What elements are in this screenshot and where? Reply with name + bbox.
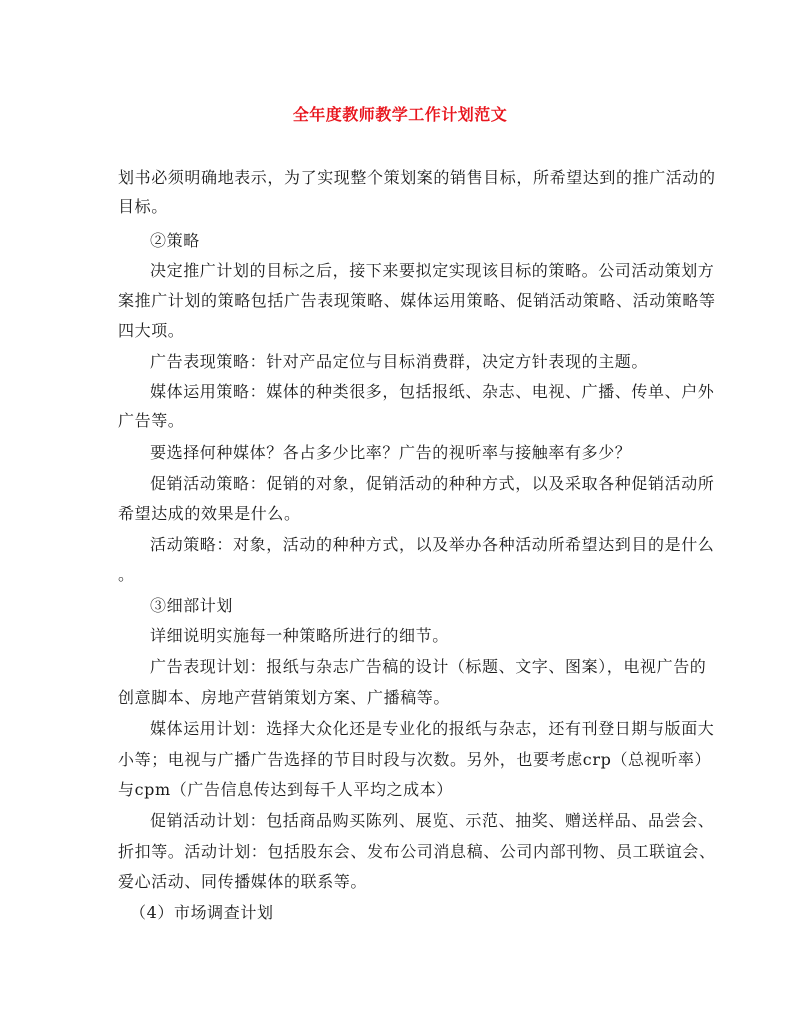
paragraph-line: 活动策略：对象，活动的种种方式，以及举办各种活动所希望达到目的是什么 [150,535,715,554]
paragraph-line: 小等；电视与广播广告选择的节目时段与次数。另外，也要考虑crp（总视听率） [118,750,712,769]
paragraph-line: 促销活动计划：包括商品购买陈列、展览、示范、抽奖、赠送样品、品尝会、 [150,811,715,830]
paragraph-line: 爱心活动、同传播媒体的联系等。 [118,872,368,891]
paragraph-line: 决定推广计划的目标之后，接下来要拟定实现该目标的策略。公司活动策划方 [150,261,715,280]
paragraph-line: 媒体运用策略：媒体的种类很多，包括报纸、杂志、电视、广播、传单、户外 [150,382,715,401]
paragraph-line: 案推广计划的策略包括广告表现策略、媒体运用策略、促销活动策略、活动策略等 [118,291,716,310]
paragraph-line: 要选择何种媒体？各占多少比率？广告的视听率与接触率有多少？ [150,443,632,462]
paragraph-line: 希望达成的效果是什么。 [118,504,301,523]
document-title: 全年度教师教学工作计划范文 [292,105,508,124]
paragraph-line: 划书必须明确地表示，为了实现整个策划案的销售目标，所希望达到的推广活动的 [118,168,716,187]
paragraph-line: 媒体运用计划：选择大众化还是专业化的报纸与杂志，还有刊登日期与版面大 [150,719,715,738]
paragraph-line: 目标。 [118,197,168,216]
paragraph-line: 折扣等。活动计划：包括股东会、发布公司消息稿、公司内部刊物、员工联谊会、 [118,842,716,861]
section-heading: ③细部计划 [150,596,234,615]
paragraph-line: 详细说明实施每一种策略所进行的细节。 [150,626,449,645]
paragraph-line: 广告等。 [118,411,185,430]
paragraph-line: 创意脚本、房地产营销策划方案、广播稿等。 [118,688,451,707]
section-heading: （4）市场调查计划 [130,903,274,922]
paragraph-line: 广告表现计划：报纸与杂志广告稿的设计（标题、文字、图案），电视广告的 [150,657,707,676]
paragraph-line: 四大项。 [118,321,185,340]
paragraph-line: 促销活动策略：促销的对象，促销活动的种种方式，以及采取各种促销活动所 [150,474,715,493]
paragraph-line: 。 [118,565,135,584]
paragraph-line: 与cpm（广告信息传达到每千人平均之成本） [118,780,453,799]
paragraph-line: 广告表现策略：针对产品定位与目标消费群，决定方针表现的主题。 [150,352,649,371]
section-heading: ②策略 [150,231,200,250]
